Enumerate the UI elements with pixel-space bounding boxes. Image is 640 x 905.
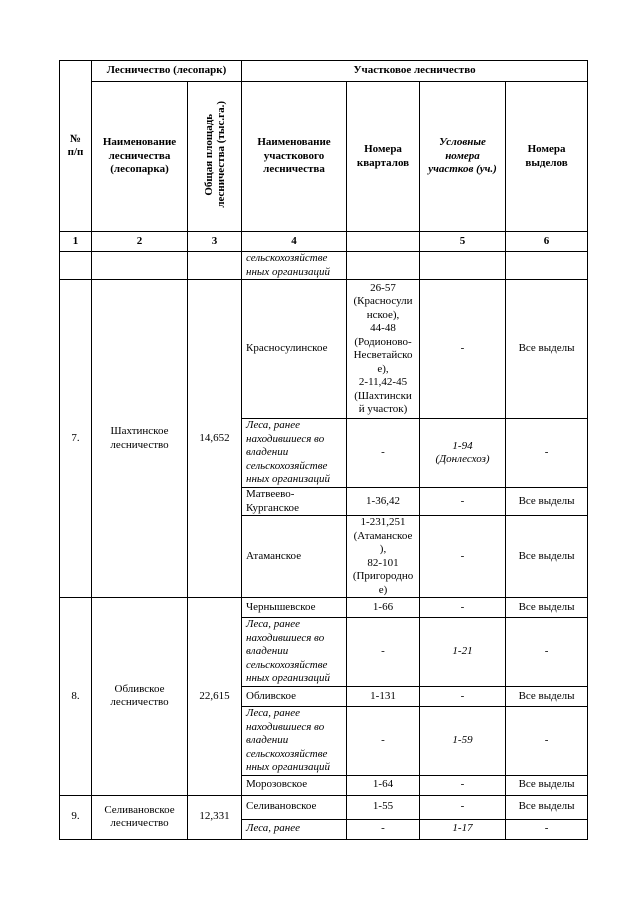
header-area: Общая площадь лесничества (тыс.га.) <box>202 100 227 208</box>
plots: 1-21 <box>420 618 506 687</box>
row-number: 7. <box>60 280 92 598</box>
index-cell: 2 <box>92 232 188 252</box>
cell-empty <box>188 252 242 280</box>
table-row <box>60 280 588 419</box>
index-cell: 3 <box>188 232 242 252</box>
district-name: Селивановское <box>242 795 347 819</box>
index-cell: 6 <box>506 232 588 252</box>
plots: 1-59 <box>420 707 506 776</box>
forestry-name: Шахтинское лесничество <box>92 280 188 598</box>
district-name: Леса, ранее <box>242 819 347 839</box>
allotments: - <box>506 819 588 839</box>
allotments: - <box>506 618 588 687</box>
plots: - <box>420 795 506 819</box>
allotments: - <box>506 707 588 776</box>
header-area-cell <box>188 82 242 232</box>
index-cell-empty <box>347 232 420 252</box>
plots: - <box>420 687 506 707</box>
index-cell: 1 <box>60 232 92 252</box>
district-name: Леса, ранее находившиеся во владении сельскохозяйстве нных организаций <box>242 618 347 687</box>
index-cell: 4 <box>242 232 347 252</box>
plots: - <box>420 280 506 419</box>
quarters: 1-36,42 <box>347 488 420 516</box>
cell-empty <box>92 252 188 280</box>
allotments: Все выделы <box>506 687 588 707</box>
forestry-table <box>59 60 588 840</box>
plots: 1-17 <box>420 819 506 839</box>
header-plots: Условные номера участков (уч.) <box>420 82 506 232</box>
index-cell: 5 <box>420 232 506 252</box>
row-number: 9. <box>60 795 92 839</box>
plots: - <box>420 488 506 516</box>
quarters: 1-64 <box>347 775 420 795</box>
header-district-name: Наименование участкового лесничества <box>242 82 347 232</box>
plots: - <box>420 775 506 795</box>
plots: - <box>420 598 506 618</box>
allotments: Все выделы <box>506 795 588 819</box>
forestry-area: 22,615 <box>188 598 242 796</box>
allotments: - <box>506 419 588 488</box>
header-num: № п/п <box>60 61 92 232</box>
table-row <box>60 795 588 819</box>
district-name: сельскохозяйстве нных организаций <box>242 252 347 280</box>
header-allotments: Номера выделов <box>506 82 588 232</box>
row-number: 8. <box>60 598 92 796</box>
quarters: - <box>347 618 420 687</box>
district-name: Леса, ранее находившиеся во владении сельскохозяйстве нных организаций <box>242 707 347 776</box>
header-group-forestry: Лесничество (лесопарк) <box>92 61 242 82</box>
header-quarters: Номера кварталов <box>347 82 420 232</box>
forestry-area: 14,652 <box>188 280 242 598</box>
allotments: Все выделы <box>506 488 588 516</box>
header-group-district: Участковое лесничество <box>242 61 588 82</box>
quarters: 1-231,251 (Атаманское ), 82-101 (Пригородно е) <box>347 516 420 598</box>
cell-empty <box>347 252 420 280</box>
allotments: Все выделы <box>506 775 588 795</box>
cell-empty <box>60 252 92 280</box>
district-name: Матвеево- Курганское <box>242 488 347 516</box>
quarters: - <box>347 419 420 488</box>
allotments: Все выделы <box>506 598 588 618</box>
district-name: Морозовское <box>242 775 347 795</box>
quarters: 1-55 <box>347 795 420 819</box>
district-name: Атаманское <box>242 516 347 598</box>
district-name: Красносулинское <box>242 280 347 419</box>
forestry-name: Селивановское лесничество <box>92 795 188 839</box>
forestry-name: Обливское лесничество <box>92 598 188 796</box>
forestry-area: 12,331 <box>188 795 242 839</box>
plots: 1-94 (Донлесхоз) <box>420 419 506 488</box>
quarters: - <box>347 819 420 839</box>
quarters: 26-57 (Красносули нское), 44-48 (Родионово- Несветайско е), 2-11,42-45 (Шахтински й участок) <box>347 280 420 419</box>
quarters: - <box>347 707 420 776</box>
district-name: Обливское <box>242 687 347 707</box>
cell-empty <box>420 252 506 280</box>
plots: - <box>420 516 506 598</box>
district-name: Чернышевское <box>242 598 347 618</box>
district-name: Леса, ранее находившиеся во владении сельскохозяйстве нных организаций <box>242 419 347 488</box>
table-row <box>60 252 588 280</box>
quarters: 1-66 <box>347 598 420 618</box>
allotments: Все выделы <box>506 280 588 419</box>
cell-empty <box>506 252 588 280</box>
table-row <box>60 598 588 618</box>
allotments: Все выделы <box>506 516 588 598</box>
header-forestry-name: Наименование лесничества (лесопарка) <box>92 82 188 232</box>
quarters: 1-131 <box>347 687 420 707</box>
